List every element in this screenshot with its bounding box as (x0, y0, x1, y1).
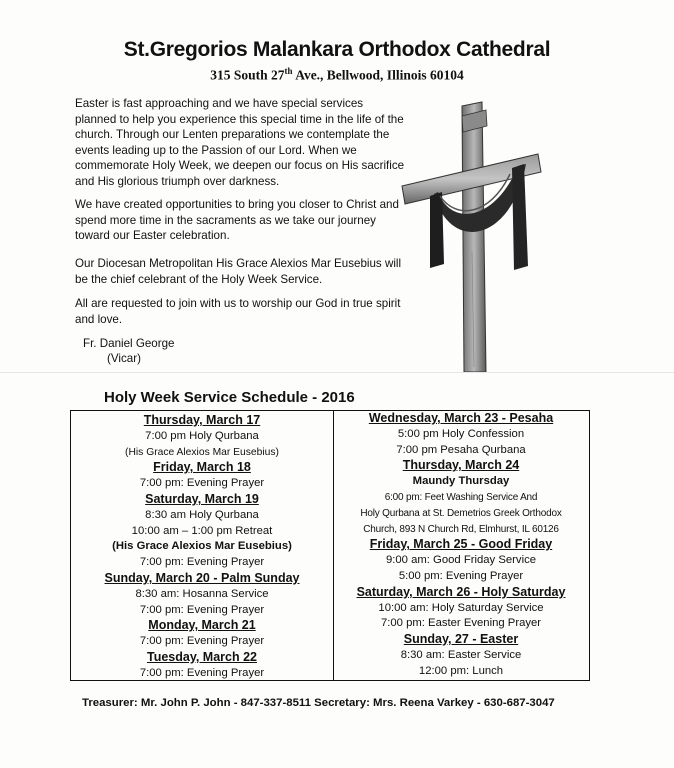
schedule-entry: 7:00 pm: Evening Prayer (139, 556, 265, 569)
cathedral-address (0, 66, 674, 84)
schedule-day-heading: Sunday, March 20 - Palm Sunday (104, 570, 300, 585)
schedule-day-heading: Thursday, March 17 (143, 413, 261, 427)
signature-name: Fr. Daniel George (83, 337, 175, 350)
schedule-day-heading: Friday, March 25 - Good Friday (369, 537, 553, 552)
opportunities-paragraph: We have created opportunities to bring you closer to Christ and spend more time in the sacraments as we take our journey toward our Easter celebration. (75, 198, 399, 243)
schedule-entry: 10:00 am – 1:00 pm Retreat (131, 524, 273, 537)
schedule-entry: 5:00 pm: Evening Prayer (398, 569, 524, 582)
schedule-left-column (71, 411, 334, 680)
schedule-day-heading: Wednesday, March 23 - Pesaha (368, 411, 554, 425)
draped-cross-image (400, 92, 550, 372)
invitation-paragraph: All are requested to join with us to worship our God in true spirit and love. (75, 297, 401, 326)
schedule-entry: 12:00 pm: Lunch (418, 664, 504, 677)
schedule-day-heading: Sunday, 27 - Easter (403, 632, 519, 647)
schedule-title: Holy Week Service Schedule - 2016 (104, 389, 355, 406)
schedule-day-heading: Thursday, March 24 (402, 458, 520, 473)
schedule-table (70, 410, 590, 681)
schedule-entry: 5:00 pm Holy Confession (397, 427, 525, 440)
schedule-entry: 9:00 am: Good Friday Service (385, 554, 537, 567)
schedule-entry: 7:00 pm Pesaha Qurbana (396, 443, 526, 456)
address-street: 315 South 27 (210, 67, 285, 83)
schedule-day-heading: Saturday, March 19 (145, 491, 259, 506)
signature-role: (Vicar) (107, 352, 141, 365)
schedule-day-heading: Monday, March 21 (148, 618, 256, 633)
intro-paragraph: Easter is fast approaching and we have special services planned to help you experience this special time in the life of the church. Through our Lenten preparations we contemplate the events leading up to the Passion of our Lord. When we commemorate Holy Week, we deepen our focus on His sacrifice and His glorious triumph over darkness. (75, 97, 405, 188)
schedule-entry: 7:00 pm: Evening Prayer (139, 477, 265, 490)
schedule-entry: 10:00 am: Holy Saturday Service (378, 601, 544, 614)
schedule-entry: Maundy Thursday (412, 475, 510, 488)
schedule-entry: 8:30 am: Easter Service (400, 648, 522, 661)
schedule-entry: (His Grace Alexios Mar Eusebius) (125, 446, 279, 458)
schedule-day-heading: Saturday, March 26 - Holy Saturday (356, 584, 566, 599)
schedule-entry: 7:00 pm: Easter Evening Prayer (380, 617, 542, 630)
schedule-entry: 7:00 pm Holy Qurbana (145, 429, 259, 442)
schedule-right-column (333, 411, 589, 680)
schedule-entry: 7:00 pm: Evening Prayer (139, 666, 265, 679)
schedule-entry: Holy Qurbana at St. Demetrios Greek Orthodox (360, 507, 562, 519)
schedule-entry: 6:00 pm: Feet Washing Service And (384, 491, 538, 503)
schedule-day-heading: Tuesday, March 22 (147, 649, 257, 664)
schedule-entry: 8:30 am: Hosanna Service (135, 587, 269, 600)
schedule-entry: Church, 893 N Church Rd, Elmhurst, IL 60126 (363, 523, 559, 535)
schedule-day-heading: Friday, March 18 (153, 460, 251, 475)
celebrant-paragraph: Our Diocesan Metropolitan His Grace Alexios Mar Eusebius will be the chief celebrant of the Holy Week Service. (75, 257, 402, 286)
address-city: Ave., Bellwood, Illinois 60104 (292, 67, 464, 83)
schedule-entry: 7:00 pm: Evening Prayer (139, 635, 265, 648)
contact-footer: Treasurer: Mr. John P. John - 847-337-8511 Secretary: Mrs. Reena Varkey - 630-687-3047 (82, 697, 555, 709)
schedule-entry: 7:00 pm: Evening Prayer (139, 603, 265, 616)
schedule-entry: 8:30 am Holy Qurbana (145, 508, 259, 521)
cathedral-title: St.Gregorios Malankara Orthodox Cathedral (123, 38, 551, 61)
schedule-entry: (His Grace Alexios Mar Eusebius) (112, 540, 292, 553)
address-ordinal: th (284, 66, 293, 76)
